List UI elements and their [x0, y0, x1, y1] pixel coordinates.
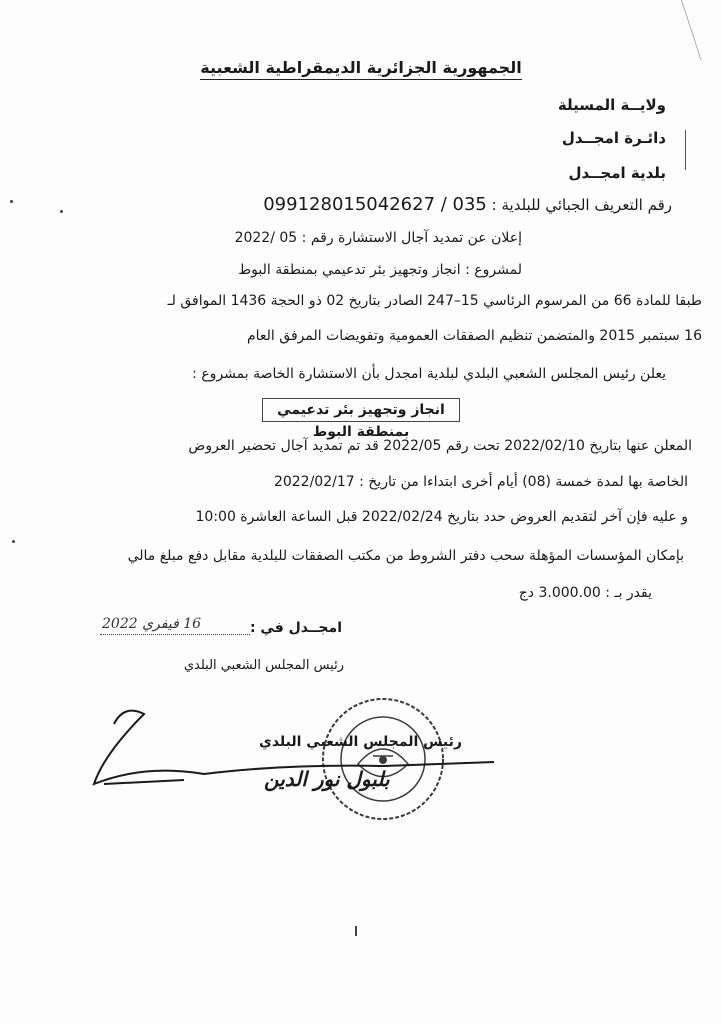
handwritten-signature	[84, 694, 504, 814]
baladiya-label: بلدية امجــدل	[568, 164, 666, 182]
body-line-1: المعلن عنها بتاريخ 2022/02/10 تحت رقم 2022/05 قد تم تمديد آجال تحضير العروض	[188, 438, 692, 454]
tax-id-row	[263, 194, 672, 215]
notice-line: إعلان عن تمديد آجال الاستشارة رقم : 05 /2022	[234, 230, 522, 246]
svg-text:رئيس المجلس الشعبي البلدي: رئيس المجلس الشعبي البلدي	[259, 734, 462, 750]
document-header	[0, 58, 722, 77]
body-line-3: و عليه فإن آخر لتقديم العروض حدد بتاريخ 2022/02/24 قبل الساعة العاشرة 10:00	[195, 509, 688, 525]
body-line-5: يقدر بـ : 3.000.00 دج	[518, 585, 652, 601]
body-line-2: الخاصة بها لمدة خمسة (08) أيام أخرى ابتداءا من تاريخ : 2022/02/17	[273, 474, 688, 490]
wilaya-label: ولايــة المسيلة	[557, 96, 666, 114]
margin-rule	[685, 130, 686, 170]
legal-line-2: 16 سبتمبر 2015 والمتضمن تنظيم الصفقات العمومية وتفويضات المرفق العام	[246, 328, 702, 344]
tax-id-label: رقم التعريف الجبائي للبلدية :	[491, 196, 672, 214]
project-line: لمشروع : انجاز وتجهيز بئر تدعيمي بمنطقة البوط	[238, 262, 522, 278]
date-dotted-line	[100, 634, 250, 635]
page-fold	[681, 0, 722, 60]
signer-title: رئيس المجلس الشعبي البلدي	[183, 658, 344, 673]
svg-text:بلبول نور الدين: بلبول نور الدين	[264, 767, 390, 791]
place-label: امجــدل في :	[249, 620, 342, 636]
tax-id-value: 099128015042627 / 035	[263, 194, 487, 215]
page-number-mark	[355, 926, 357, 936]
header-text: الجمهورية الجزائرية الديمقراطية الشعبية	[200, 58, 521, 80]
announce-line: يعلن رئيس المجلس الشعبي البلدي لبلدية امجدل بأن الاستشارة الخاصة بمشروع :	[192, 366, 666, 382]
scan-speck	[60, 210, 63, 213]
project-title-box: انجاز وتجهيز بئر تدعيمي بمنطقة البوط	[262, 398, 460, 422]
body-line-4: بإمكان المؤسسات المؤهلة سحب دفتر الشروط من مكتب الصفقات للبلدية مقابل دفع مبلغ مالي	[127, 548, 684, 564]
daira-label: دائـرة امجــدل	[561, 129, 666, 147]
handwritten-date: 16 فيفري 2022	[102, 616, 202, 632]
scan-speck	[12, 540, 15, 543]
scan-speck	[10, 200, 13, 203]
legal-line-1: طبقا للمادة 66 من المرسوم الرئاسي 15–247 الصادر بتاريخ 02 ذو الحجة 1436 الموافق لـ	[167, 293, 702, 309]
